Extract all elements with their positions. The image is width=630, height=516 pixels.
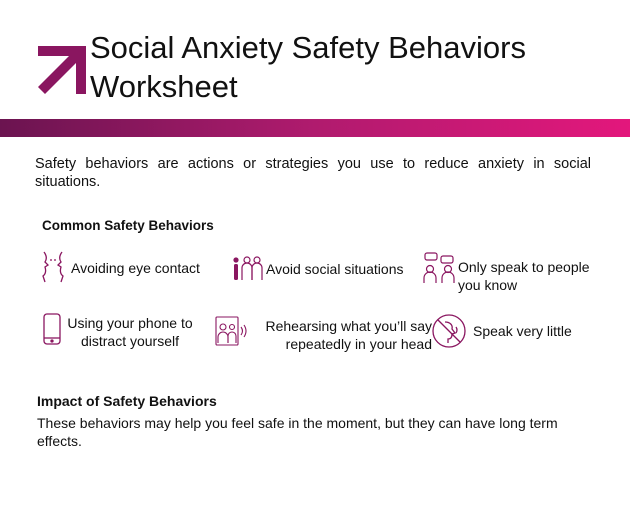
behavior-rehearsing: Rehearsing what you’ll say repeatedly in your head <box>265 318 432 352</box>
conversation-icon <box>422 251 456 285</box>
behavior-speak-very-little: Speak very little <box>473 323 572 339</box>
behavior-avoiding-eye-contact: Avoiding eye contact <box>71 260 200 276</box>
behavior-using-phone: Using your phone to distract yourself <box>67 315 193 349</box>
header-gradient-bar <box>0 119 630 137</box>
people-group-icon <box>232 254 264 282</box>
phone-icon <box>42 313 62 345</box>
no-speaking-icon <box>431 313 467 349</box>
behavior-only-speak-known: Only speak to people you know <box>458 259 590 293</box>
arrow-logo-icon <box>36 46 86 96</box>
impact-paragraph: These behaviors may help you feel safe in the moment, but they can have long term effects. <box>37 415 558 449</box>
intro-paragraph: Safety behaviors are actions or strategies you use to reduce anxiety in social situations. <box>35 156 591 190</box>
face-profiles-icon <box>38 250 68 284</box>
page-title: Social Anxiety Safety Behaviors Worksheet <box>90 30 526 104</box>
mirror-rehearsal-icon <box>214 315 248 347</box>
impact-heading: Impact of Safety Behaviors <box>37 393 217 409</box>
common-behaviors-heading: Common Safety Behaviors <box>42 218 214 233</box>
behavior-avoid-social-situations: Avoid social situations <box>266 261 404 277</box>
